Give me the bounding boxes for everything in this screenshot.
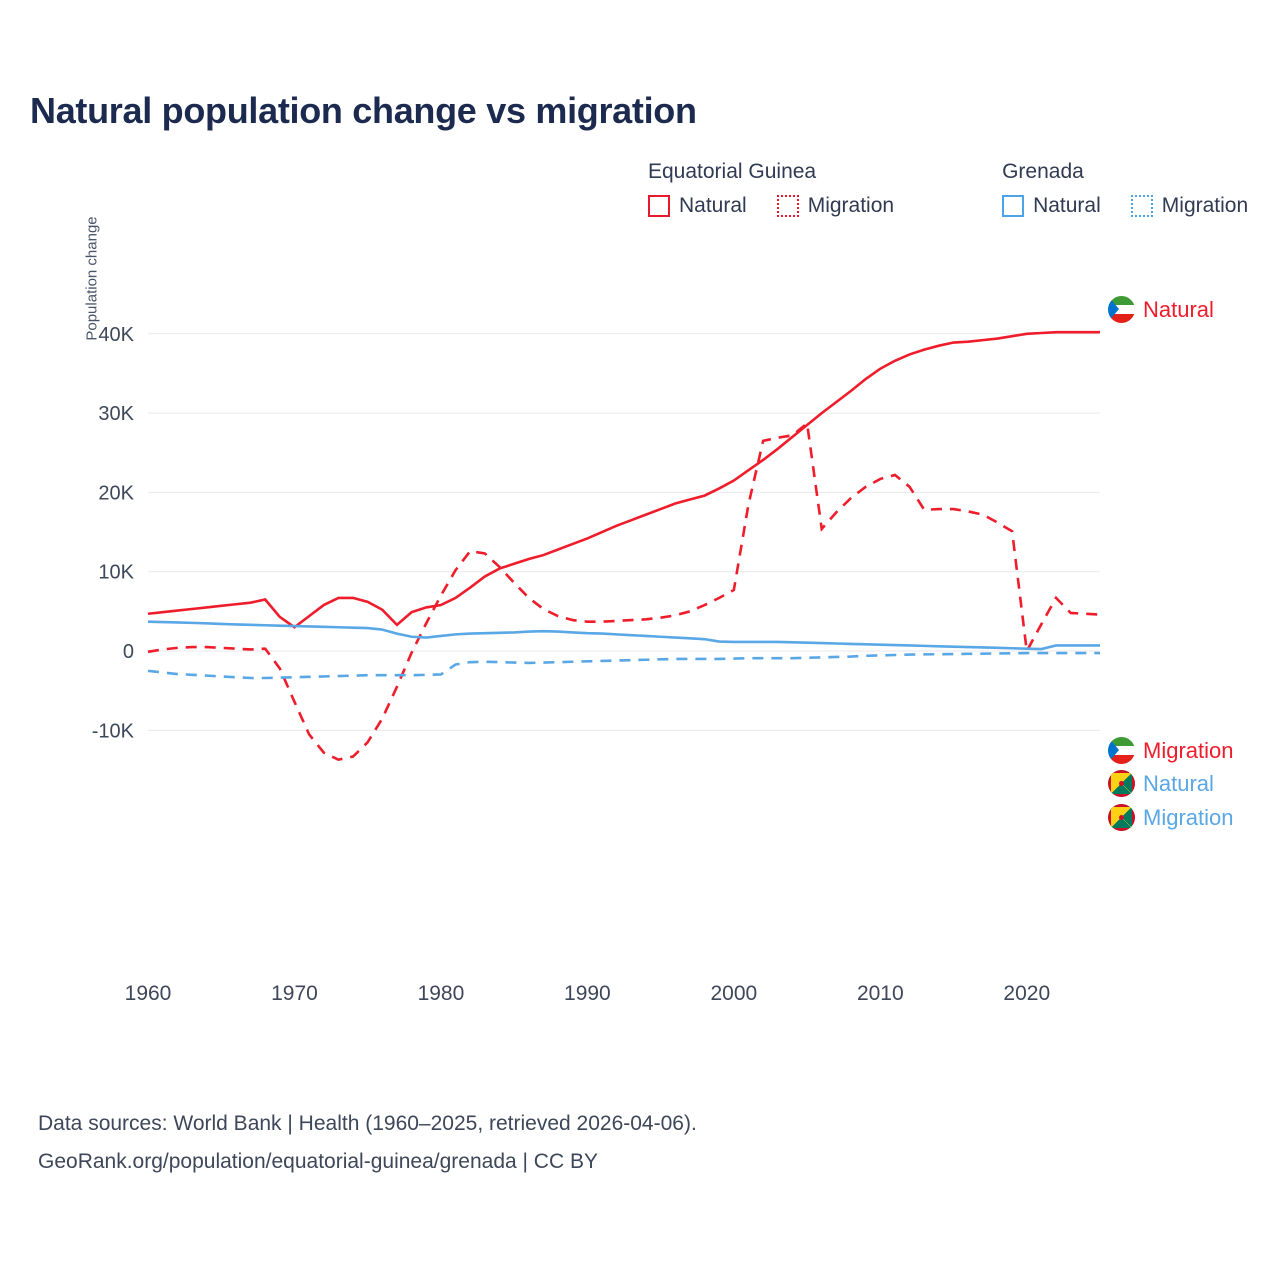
y-axis-tick-label: 40K [98,323,134,346]
legend-key-gq-migration[interactable] [777,194,894,218]
x-axis-tick-label: 2020 [1003,982,1051,1005]
legend-key-label: Migration [1161,194,1249,217]
y-axis-tick-label: 30K [98,403,134,426]
page-title: Natural population change vs migration [30,90,697,131]
y-axis-tick-label: 20K [98,482,134,505]
legend-swatch-solid-icon [1002,195,1024,217]
series-line-equatorial-guinea-migration [148,423,1100,759]
chart-svg [0,270,1280,1070]
series-end-label [1108,804,1233,831]
legend-group-title: Grenada [1002,160,1084,183]
series-end-label-text: Natural [1143,770,1214,796]
legend-key-label: Natural [1033,194,1101,217]
grenada-flag-icon [1108,770,1135,797]
legend-group-grenada [1002,160,1248,218]
x-axis-tick-label: 1960 [124,982,172,1005]
x-axis-tick-label: 2010 [856,982,904,1005]
footer-line-2: GeoRank.org/population/equatorial-guinea/grenada | CC BY [38,1150,598,1173]
x-axis-tick-label: 2000 [710,982,758,1005]
legend-key-label: Natural [679,194,747,217]
series-line-grenada-migration [148,653,1100,678]
legend-key-gq-natural[interactable] [648,194,747,218]
series-line-grenada-natural [148,622,1100,649]
series-end-label [1108,296,1214,323]
legend-swatch-dotted-icon [777,195,799,217]
legend-swatch-dotted-icon [1131,195,1153,217]
equatorial-guinea-flag-icon [1108,296,1135,323]
series-end-label [1108,737,1233,764]
x-axis-tick-label: 1980 [417,982,465,1005]
series-end-label-text: Natural [1143,296,1214,322]
footer-line-1: Data sources: World Bank | Health (1960–2025, retrieved 2026-04-06). [38,1112,697,1135]
legend-group-equatorial-guinea [648,160,894,218]
legend-group-title: Equatorial Guinea [648,160,817,183]
chart-legend [620,160,1260,218]
legend-key-gd-natural[interactable] [1002,194,1101,218]
series-end-label-text: Migration [1143,737,1234,763]
chart-plot-area [0,270,1280,1070]
y-axis-tick-label: 10K [98,561,134,584]
x-axis-tick-label: 1990 [564,982,611,1005]
series-end-label [1108,770,1214,797]
series-line-equatorial-guinea-natural [148,332,1100,627]
equatorial-guinea-flag-icon [1108,737,1135,764]
legend-key-gd-migration[interactable] [1131,194,1248,218]
x-axis-tick-label: 1970 [271,982,318,1005]
series-end-label-text: Migration [1143,804,1234,830]
legend-swatch-solid-icon [648,195,670,217]
y-axis-tick-label: -10K [91,720,134,743]
y-axis-tick-label: 0 [122,641,134,664]
chart-footer [38,1105,697,1181]
grenada-flag-icon [1108,804,1135,831]
y-axis-label: Population change [83,216,101,341]
legend-key-label: Migration [807,194,895,217]
